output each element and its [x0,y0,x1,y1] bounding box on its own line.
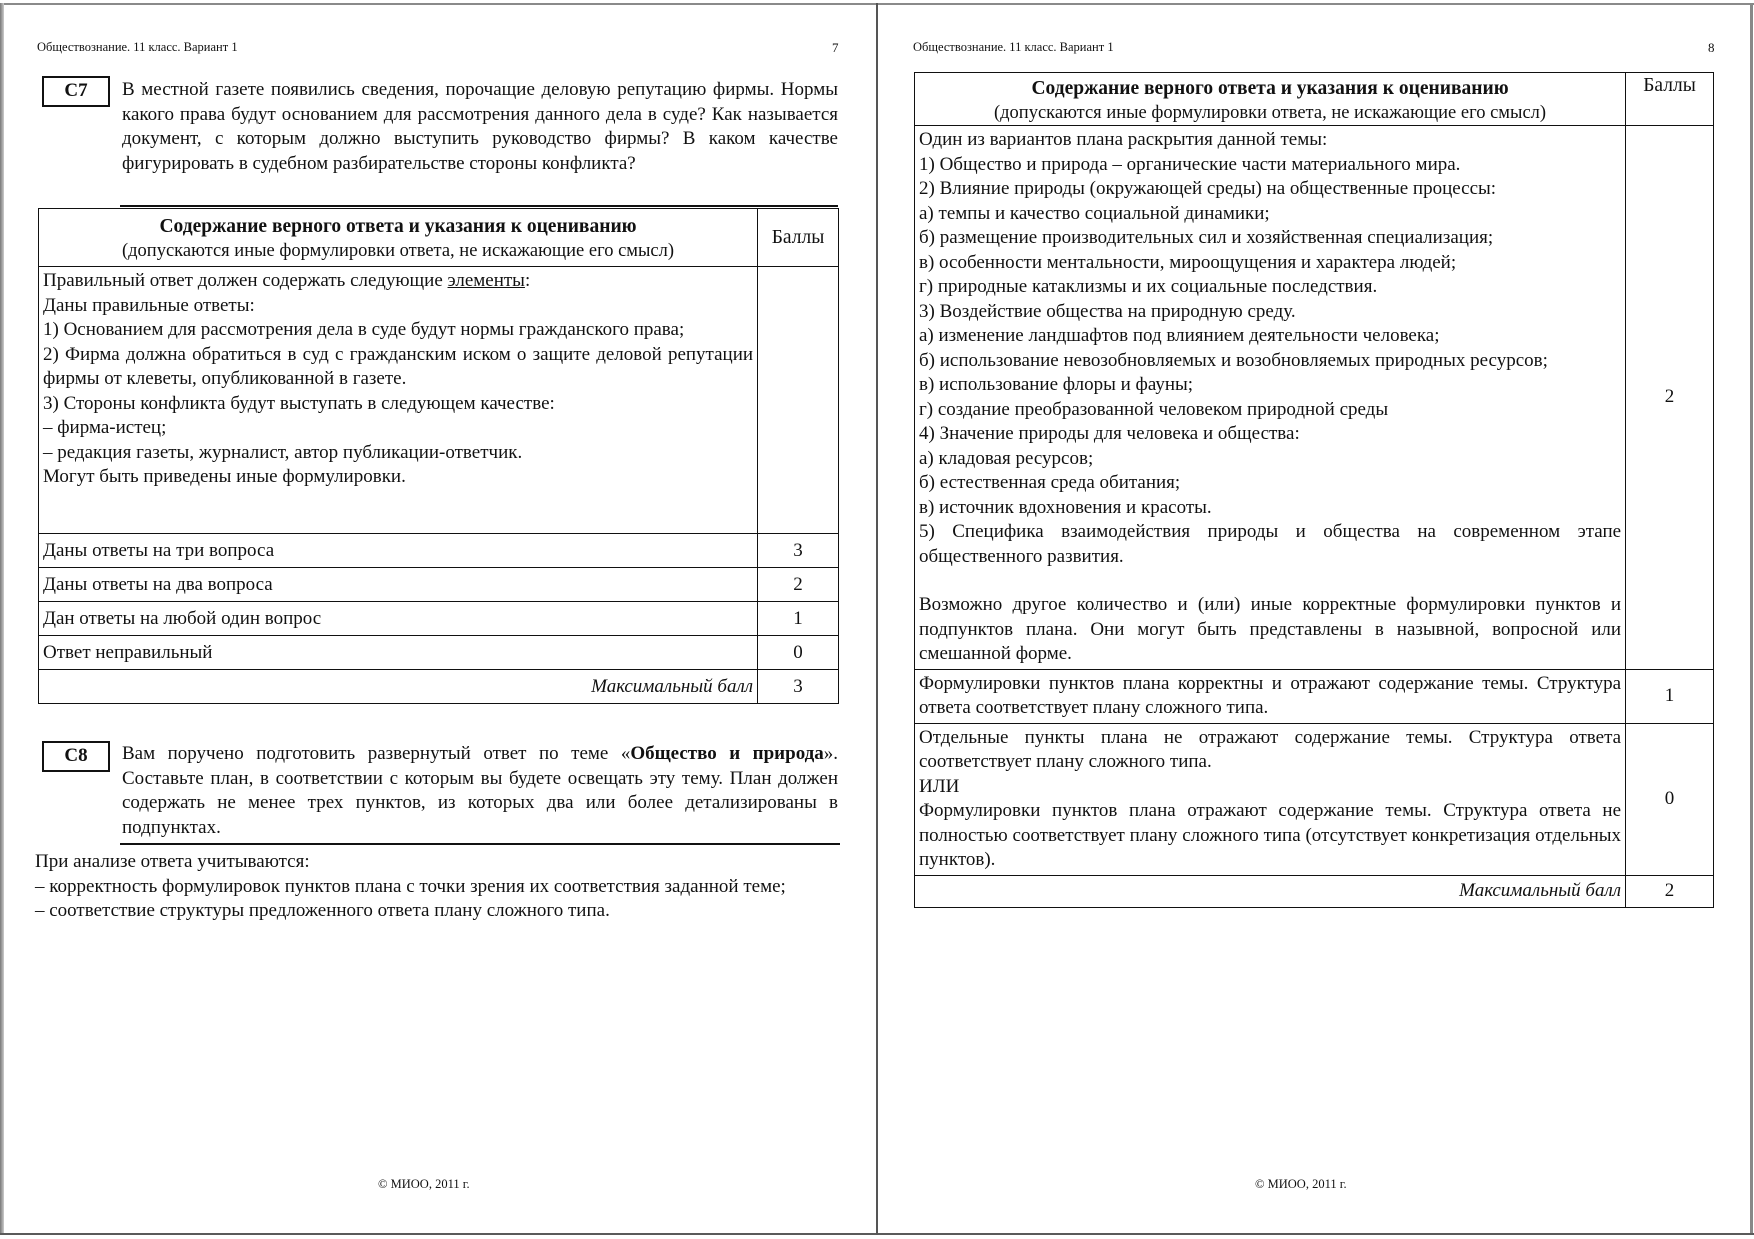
score-cell: 0 [758,636,839,670]
header-subtitle: (допускаются иные формулировки ответа, не искажающие его смысл) [121,241,675,261]
answer-line: Могут быть приведены иные формулировки. [43,466,406,487]
plan-line: 4) Значение природы для человека и общества: [919,423,1300,444]
plan-line: 3) Воздействие общества на природную среду. [919,300,1296,322]
or-separator: ИЛИ [919,775,960,797]
criterion-cell: Формулировки пунктов плана корректны и отражают содержание темы. Структура ответа соответствует плану сложного типа. [915,669,1626,723]
page-footer: © МИОО, 2011 г. [378,1177,470,1191]
score-cell: 0 [1626,723,1714,875]
plan-line: Один из вариантов плана раскрытия данной темы: [919,129,1328,150]
answer-intro: Правильный ответ должен содержать следующие элементы: [43,270,531,291]
scoring-row [39,636,839,670]
question-rule [120,843,840,845]
answer-line: – фирма-истец; [43,417,167,438]
running-head: Обществознание. 11 класс. Вариант 1 [37,40,238,54]
answer-content-cell [39,267,758,534]
plan-content-row [915,126,1714,670]
c8-rubric-table [914,72,1714,908]
table-header-row [39,209,839,267]
analysis-line: – соответствие структуры предложенного ответа плану сложного типа. [35,900,610,921]
criterion-cell: Ответ неправильный [39,636,758,670]
plan-line: в) источник вдохновения и красоты. [919,496,1212,518]
question-c7-text: В местной газете появились сведения, порочащие деловую репутацию фирмы. Нормы какого права будут основанием для рассмотрения данного дела в суде? Как называется документ, с которым должно выступить руководство фирмы? В каком качестве фигурировать в судебном разбирательстве стороны конфликта? [122,79,838,174]
scoring-row-1 [915,669,1714,723]
plan-line: а) темпы и качество социальной динамики; [919,202,1270,224]
max-score-value: 3 [758,670,839,704]
criterion-cell: Даны ответы на два вопроса [39,568,758,602]
plan-note: Возможно другое количество и (или) иные корректные формулировки пунктов и подпунктов плана. Они могут быть представлены в назывной, вопросной или смешанной форме. [919,594,1622,664]
running-head: Обществознание. 11 класс. Вариант 1 [913,40,1114,54]
score-cell: 2 [758,568,839,602]
header-content-cell [915,73,1626,126]
answer-line: 2) Фирма должна обратиться в суд с гражданским иском о защите деловой репутации фирмы от клеветы, опубликованной в газете. [43,343,754,389]
answer-line: 1) Основанием для рассмотрения дела в суде будут нормы гражданского права; [43,319,685,340]
plan-line: г) создание преобразованной человеком природной среды [919,398,1389,420]
question-label-c8: С8 [42,741,110,772]
score-cell: 1 [758,602,839,636]
max-score-value: 2 [1626,875,1714,907]
plan-line: г) природные катаклизмы и их социальные последствия. [919,276,1378,297]
plan-line: а) изменение ландшафтов под влиянием деятельности человека; [919,325,1440,346]
answer-line: – редакция газеты, журналист, автор публикации-ответчик. [43,441,523,463]
plan-line: б) естественная среда обитания; [919,472,1181,493]
criterion-cell: Дан ответы на любой один вопрос [39,602,758,636]
header-subtitle: (допускаются иные формулировки ответа, не искажающие его смысл) [993,103,1547,123]
plan-line: 5) Специфика взаимодействия природы и общества на современном этапе общественного развития. [919,521,1622,567]
answer-score-cell [758,267,839,534]
header-title: Содержание верного ответа и указания к оцениванию [1031,78,1509,99]
analysis-line: – корректность формулировок пунктов плана с точки зрения их соответствия заданной теме; [35,875,786,897]
max-score-label: Максимальный балл [915,875,1626,907]
question-label-c7: С7 [42,76,110,107]
page-number: 8 [1708,40,1715,55]
page-7 [0,0,876,1239]
criterion-cell: Даны ответы на три вопроса [39,534,758,568]
plan-score-cell: 2 [1626,126,1714,670]
plan-line: 1) Общество и природа – органические части материального мира. [919,153,1461,175]
scoring-row [39,534,839,568]
analysis-notes [35,850,841,924]
plan-line: а) кладовая ресурсов; [919,447,1094,469]
plan-content-cell [915,126,1626,670]
scoring-row-0 [915,723,1714,875]
answer-line: Даны правильные ответы: [43,294,255,316]
score-cell: 1 [1626,669,1714,723]
header-title: Содержание верного ответа и указания к оцениванию [159,216,637,237]
c7-rubric-table [38,208,839,704]
plan-line: 2) Влияние природы (окружающей среды) на общественные процессы: [919,178,1497,199]
page-footer: © МИОО, 2011 г. [1255,1177,1347,1191]
plan-line: б) размещение производительных сил и хозяйственная специализация; [919,227,1494,248]
viewer-border-right [1750,3,1753,1235]
header-score-cell: Баллы [758,209,839,267]
page-8 [878,0,1750,1239]
header-content-cell [39,209,758,267]
answer-content-row [39,267,839,534]
topic-title: Общество и природа [630,743,824,764]
plan-line: в) особенности ментальности, мироощущения и характера людей; [919,251,1457,273]
header-score-cell: Баллы [1626,73,1714,126]
blank-line [919,569,1621,593]
question-rule [120,205,838,207]
criterion-cell: Отдельные пункты плана не отражают содержание темы. Структура ответа соответствует плану сложного типа. ИЛИ Формулировки пунктов плана отражают содержание темы. Структура ответа не полностью соответствует плану сложного типа (отсутствует конкретизация отдельных пунктов). [915,723,1626,875]
analysis-line: При анализе ответа учитываются: [35,851,310,872]
plan-line: б) использование невозобновляемых и возобновляемых природных ресурсов; [919,349,1548,371]
plan-line: в) использование флоры и фауны; [919,374,1194,395]
score-cell: 3 [758,534,839,568]
table-header-row [915,73,1714,126]
answer-line: 3) Стороны конфликта будут выступать в следующем качестве: [43,392,555,414]
max-score-row [915,875,1714,907]
max-score-row [39,670,839,704]
scoring-row [39,568,839,602]
question-c8-text: Вам поручено подготовить развернутый ответ по теме «Общество и природа». Составьте план, в соответствии с которым вы будете освещать эту тему. План должен содержать не менее трех пунктов, из которых два или более детализированы в подпунктах. [122,743,839,838]
max-score-label: Максимальный балл [39,670,758,704]
underlined-term: элементы [447,270,525,291]
scoring-row [39,602,839,636]
page-number: 7 [832,40,839,55]
